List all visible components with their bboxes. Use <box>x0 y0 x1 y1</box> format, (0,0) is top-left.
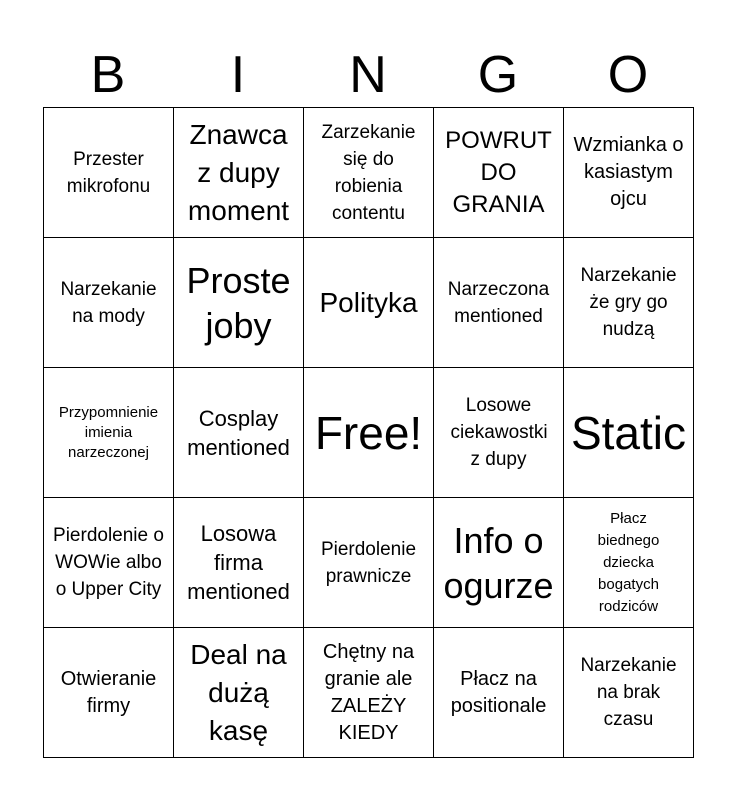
cell-text: Znawca z dupy moment <box>187 118 290 226</box>
cell-text: Przester mikrofonu <box>66 148 151 197</box>
bingo-cell[interactable] <box>44 628 174 758</box>
bingo-cell[interactable] <box>564 628 694 758</box>
cell-text: Chętny na granie ale ZALEŻY KIEDY <box>322 640 415 744</box>
bingo-cell[interactable] <box>564 108 694 238</box>
bingo-cell[interactable] <box>44 238 174 368</box>
cell-text: Cosplay mentioned <box>187 405 290 460</box>
cell-text: Wzmianka o kasiastym ojcu <box>573 134 684 210</box>
header-letter-n: N <box>349 46 387 104</box>
cell-text: Pierdolenie o WOWie albo o Upper City <box>53 525 164 600</box>
bingo-cell[interactable] <box>304 238 434 368</box>
cell-text: Proste joby <box>186 259 291 346</box>
cell-text: Zarzekanie się do robienia contentu <box>321 121 416 224</box>
bingo-cell[interactable] <box>44 108 174 238</box>
cell-text: Płacz na positionale <box>450 667 547 717</box>
cell-text: Pierdolenie prawnicze <box>320 538 417 587</box>
bingo-header <box>43 45 693 105</box>
header-letter-i: I <box>230 46 246 104</box>
bingo-cell[interactable] <box>304 108 434 238</box>
cell-text: Losowa firma mentioned <box>187 521 290 604</box>
cell-text: Narzeczona mentioned <box>447 278 550 327</box>
bingo-cell[interactable] <box>434 108 564 238</box>
cell-text: Losowe ciekawostki z dupy <box>450 395 548 470</box>
cell-text: Narzekanie na mody <box>60 278 157 327</box>
cell-text: Płacz biednego dziecka bogatych rodziców <box>597 509 660 615</box>
header-letter-g: G <box>477 46 519 104</box>
bingo-cell[interactable] <box>44 498 174 628</box>
cell-text: Otwieranie firmy <box>60 667 157 717</box>
bingo-cell[interactable] <box>44 368 174 498</box>
cell-text: Narzekanie że gry go nudzą <box>580 265 677 340</box>
cell-text: Free! <box>314 406 423 459</box>
cell-text: Info o ogurze <box>443 519 554 606</box>
bingo-cell[interactable] <box>564 498 694 628</box>
cell-text: POWRUT DO GRANIA <box>445 126 552 218</box>
bingo-cell[interactable] <box>174 368 304 498</box>
bingo-cell[interactable] <box>304 498 434 628</box>
bingo-cell[interactable] <box>174 498 304 628</box>
cell-text: Przypomnienie imienia narzeczonej <box>58 403 159 461</box>
bingo-cell[interactable] <box>304 628 434 758</box>
header-letter-o: O <box>607 46 649 104</box>
bingo-cell[interactable] <box>434 628 564 758</box>
cell-text: Deal na dużą kasę <box>190 638 287 746</box>
bingo-cell[interactable] <box>564 238 694 368</box>
bingo-cell[interactable] <box>434 238 564 368</box>
bingo-cell[interactable] <box>564 368 694 498</box>
free-space-cell[interactable] <box>304 368 434 498</box>
bingo-cell[interactable] <box>434 368 564 498</box>
bingo-grid <box>43 107 694 758</box>
header-letter-b: B <box>90 46 126 104</box>
bingo-cell[interactable] <box>174 108 304 238</box>
bingo-cell[interactable] <box>434 498 564 628</box>
bingo-cell[interactable] <box>174 628 304 758</box>
cell-text: Narzekanie na brak czasu <box>580 655 677 730</box>
cell-text: Static <box>570 406 687 459</box>
bingo-cell[interactable] <box>174 238 304 368</box>
cell-text: Polityka <box>319 286 418 318</box>
